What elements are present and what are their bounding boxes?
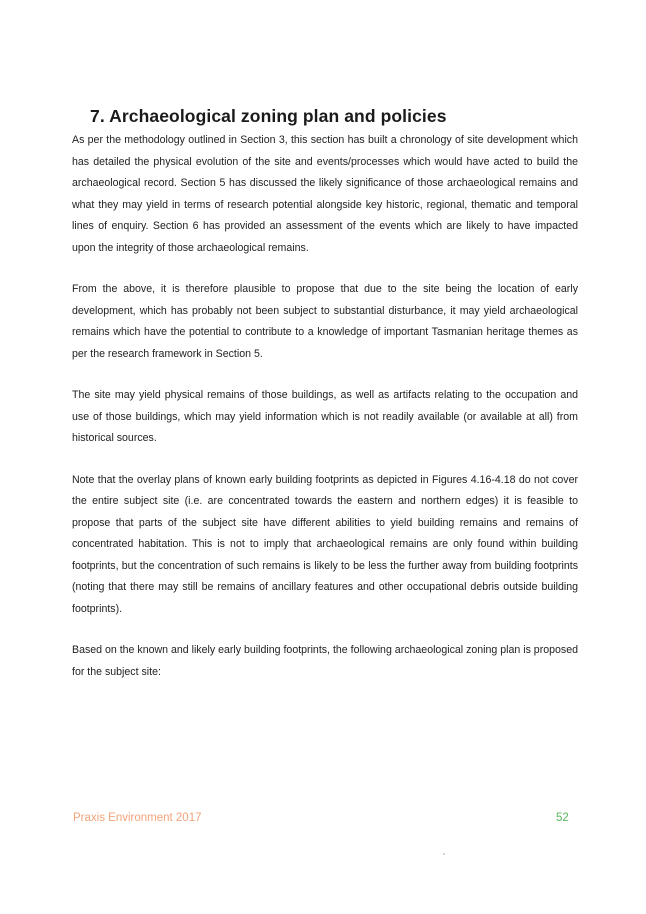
paragraph-plausibility: From the above, it is therefore plausible to propose that due to the site being the location of early development, which has probably not been subject to substantial disturbance, it may yield archaeological remains which have the potential to contribute to a knowledge of important Tasmanian heritage themes as per the research framework in Section 5. [72,283,578,360]
paragraph-zoning-intro: Based on the known and likely early building footprints, the following archaeological zoning plan is proposed for the subject site: [72,644,578,678]
section-heading: 7. Archaeological zoning plan and policies [90,106,447,126]
footer-page-number: 52 [556,812,569,824]
paragraph-overlay-plans: Note that the overlay plans of known early building footprints as depicted in Figures 4.16-4.18 do not cover the entire subject site (i.e. are concentrated towards the eastern and northern edges) it is feasible to propose that parts of the subject site have different abilities to yield building remains and remains of concentrated habitation. This is not to imply that archaeological remains are only found within building footprints, but the concentration of such remains is likely to be less the further away from building footprints (noting that there may still be remains of ancillary features and other occupational debris outside building footprints). [72,473,578,615]
paragraph-methodology: As per the methodology outlined in Section 3, this section has built a chronology of site development which has detailed the physical evolution of the site and events/processes which would have acted to build the archaeological record. Section 5 has discussed the likely significance of those archaeological remains and what they may yield in terms of research potential alongside key historic, regional, thematic and temporal lines of enquiry. Section 6 has provided an assessment of the events which are likely to have impacted upon the integrity of those archaeological remains. [72,134,578,254]
scan-speck [443,853,445,855]
paragraph-physical-remains: The site may yield physical remains of those buildings, as well as artifacts relating to the occupation and use of those buildings, which may yield information which is not readily available (or available at all) from historical sources. [72,389,578,444]
footer-organization: Praxis Environment 2017 [73,812,202,824]
section-body [72,130,578,703]
